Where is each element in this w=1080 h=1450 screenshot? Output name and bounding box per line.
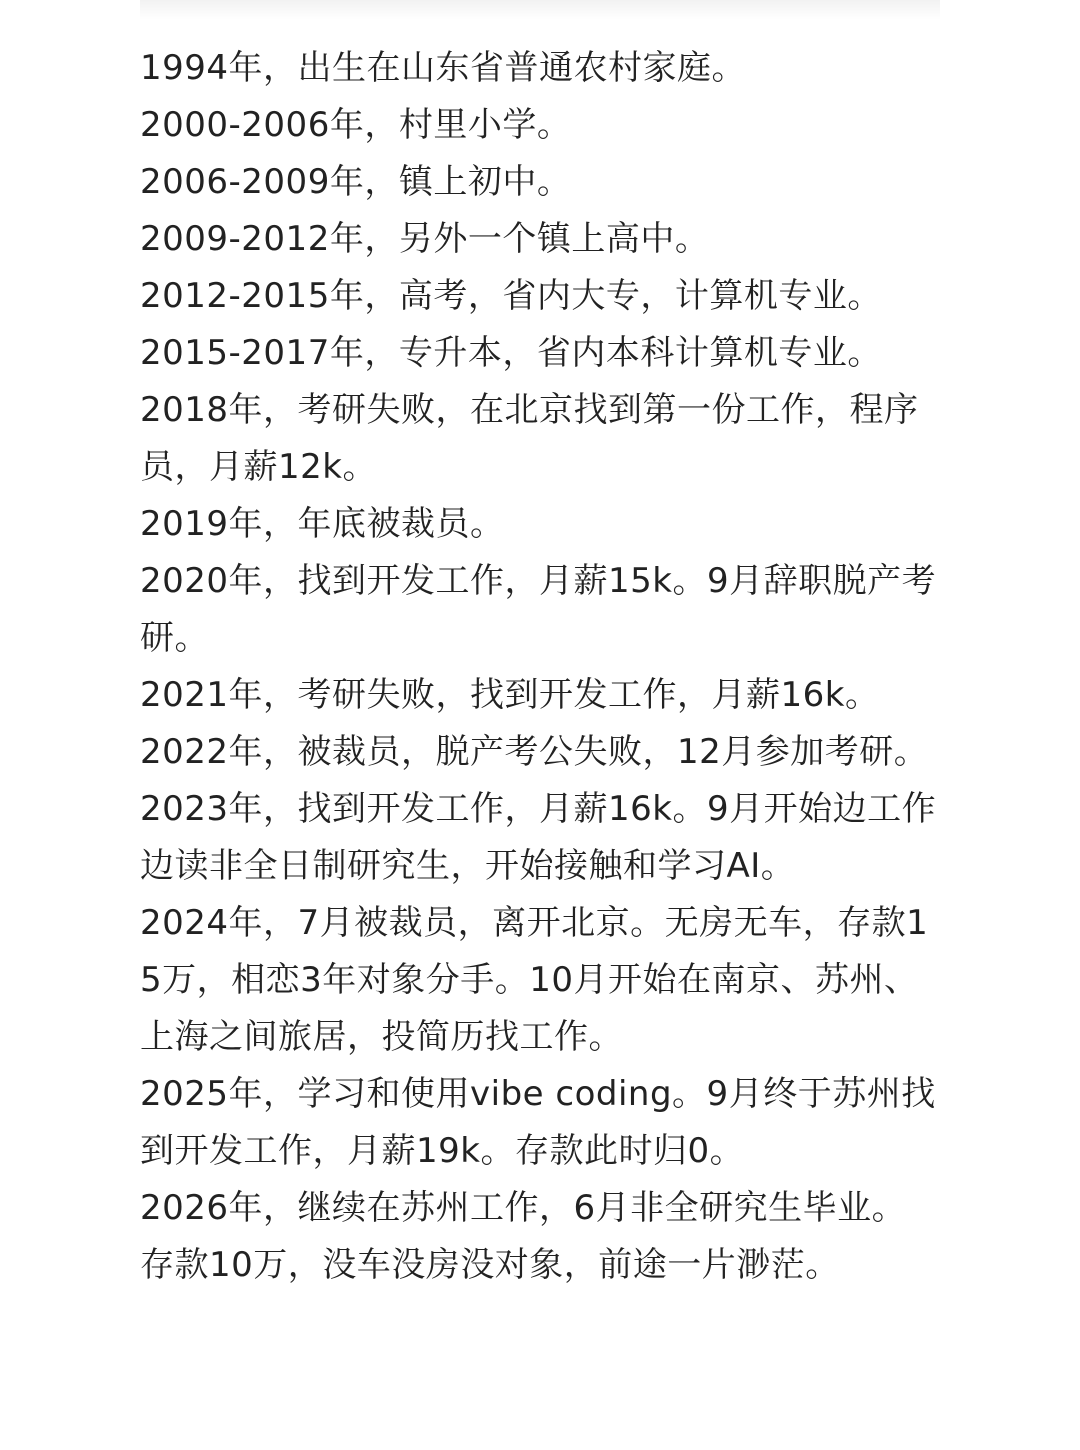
timeline-entry-2024: 2024年，7月被裁员，离开北京。无房无车，存款15万，相恋3年对象分手。10月开始在南京、苏州、上海之间旅居，投简历找工作。 [140,903,929,1057]
timeline-entry-2025: 2025年，学习和使用vibe coding。9月终于苏州找到开发工作，月薪19k。存款此时归0。 [140,1074,936,1171]
timeline-entry-2021: 2021年，考研失败，找到开发工作，月薪16k。 [140,675,880,715]
timeline-entry-2006: 2006-2009年，镇上初中。 [140,162,572,202]
timeline-entry-2015: 2015-2017年，专升本，省内本科计算机专业。 [140,333,882,373]
timeline-entry-2012: 2012-2015年，高考，省内大专，计算机专业。 [140,276,882,316]
timeline-entry-2009: 2009-2012年，另外一个镇上高中。 [140,219,710,259]
timeline-entry-1994: 1994年，出生在山东省普通农村家庭。 [140,48,747,88]
timeline-entry-2026: 2026年，继续在苏州工作，6月非全研究生毕业。存款10万，没车没房没对象，前途一片渺茫。 [140,1188,907,1285]
timeline-entry-2020: 2020年，找到开发工作，月薪15k。9月辞职脱产考研。 [140,561,937,658]
timeline-entry-2023: 2023年，找到开发工作，月薪16k。9月开始边工作边读非全日制研究生，开始接触和学习AI。 [140,789,937,886]
timeline-entry-2022: 2022年，被裁员，脱产考公失败，12月参加考研。 [140,732,929,772]
top-fade [140,0,940,20]
timeline-text [140,40,940,1294]
timeline-entry-2019: 2019年，年底被裁员。 [140,504,505,544]
timeline-entry-2018: 2018年，考研失败，在北京找到第一份工作，程序员，月薪12k。 [140,390,919,487]
timeline-entry-2000: 2000-2006年，村里小学。 [140,105,572,145]
